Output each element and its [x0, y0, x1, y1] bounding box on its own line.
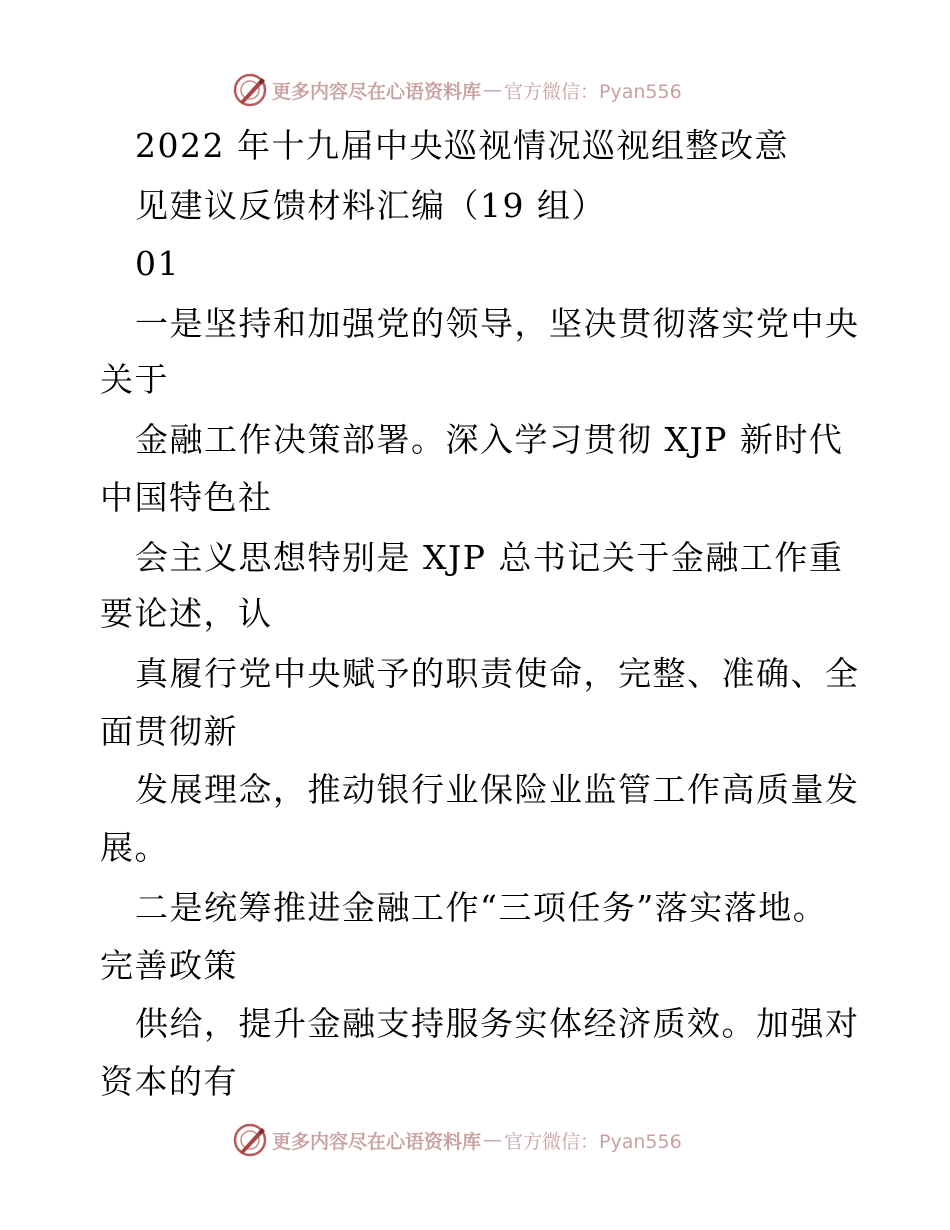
watermark-content	[232, 1120, 682, 1160]
body-line: 一是坚持和加强党的领导，坚决贯彻落实党中央	[135, 304, 860, 343]
body-line: 金融工作决策部署。深入学习贯彻 XJP 新时代	[135, 420, 844, 459]
document-title-line-1: 2022 年十九届中央巡视情况巡视组整改意	[135, 126, 789, 165]
pen-logo-icon	[232, 72, 268, 108]
body-line: 中国特色社	[100, 478, 273, 517]
body-line: 展。	[100, 828, 169, 867]
body-line: 完善政策	[100, 946, 238, 985]
watermark-separator: —	[483, 1129, 503, 1151]
watermark-banner-top	[0, 70, 950, 110]
watermark-text: 更多内容尽在心语资料库	[272, 1130, 482, 1153]
body-line: 要论述，认	[100, 594, 273, 633]
body-line: 供给，提升金融支持服务实体经济质效。加强对	[135, 1004, 860, 1043]
watermark-wechat: 官方微信：Pyan556	[504, 1130, 682, 1153]
body-line: 发展理念，推动银行业保险业监管工作高质量发	[135, 770, 860, 809]
body-line: 二是统筹推进金融工作“三项任务”落实落地。	[135, 888, 828, 927]
document-title-line-2: 见建议反馈材料汇编（19 组）	[135, 186, 606, 225]
watermark-banner-bottom	[0, 1120, 950, 1160]
pen-logo-icon	[232, 1122, 268, 1158]
section-number: 01	[135, 244, 180, 283]
watermark-separator: —	[483, 79, 503, 101]
body-line: 关于	[100, 360, 169, 399]
watermark-wechat: 官方微信：Pyan556	[504, 80, 682, 103]
body-line: 面贯彻新	[100, 712, 238, 751]
body-line: 真履行党中央赋予的职责使命，完整、准确、全	[135, 654, 860, 693]
body-line: 会主义思想特别是 XJP 总书记关于金融工作重	[135, 538, 844, 577]
watermark-content	[232, 70, 682, 110]
body-line: 资本的有	[100, 1062, 238, 1101]
watermark-text: 更多内容尽在心语资料库	[272, 80, 482, 103]
